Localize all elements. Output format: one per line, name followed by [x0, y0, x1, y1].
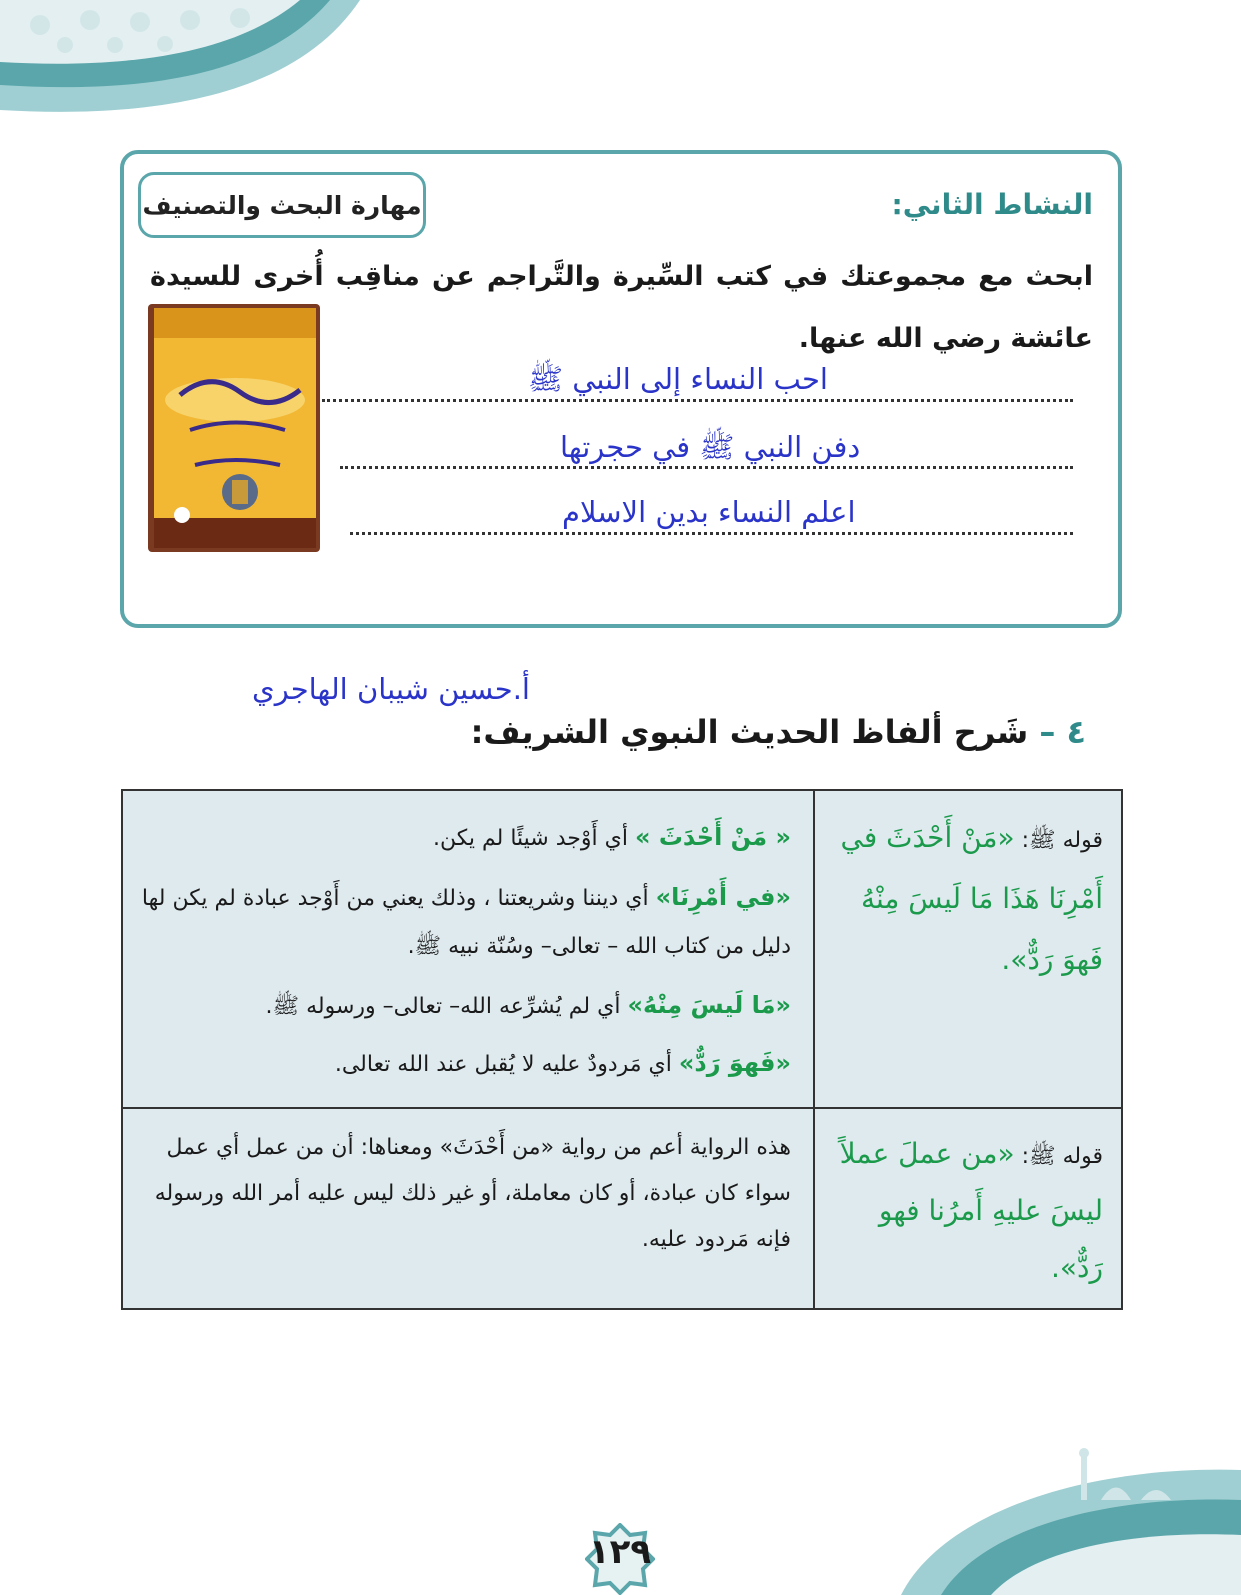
explanation-term: «فَهوَ رَدٌّ» — [678, 1049, 791, 1077]
section-heading — [471, 713, 1086, 751]
answer-2: دفن النبي ﷺ في حجرتها — [560, 430, 861, 464]
explanation-text: هذه الرواية أعم من رواية «من أَحْدَثَ» ومعناها: أن من عمل أي عمل سواء كان عبادة، أو كان معاملة، أو غير ذلك ليس عليه أمر الله ورسوله فإنه مَردود عليه. — [154, 1135, 791, 1252]
explanation-text: أي لم يُشرِّعه الله– تعالى– ورسوله ﷺ. — [265, 994, 621, 1019]
answer-3: اعلم النساء بدين الاسلام — [562, 495, 856, 529]
skill-badge: مهارة البحث والتصنيف — [138, 172, 426, 238]
table-row — [122, 790, 1122, 1108]
hadith-cell — [814, 790, 1122, 1108]
activity-title: النشاط الثاني: — [891, 188, 1093, 221]
explanation-term: «في أَمْرِنَا» — [655, 883, 791, 911]
explanation-text: أي أَوْجد شيئًا لم يكن. — [432, 826, 628, 851]
explanation-entry — [141, 1035, 791, 1093]
author-name: أ.حسين شيبان الهاجري — [252, 672, 530, 706]
explanation-text: أي مَردودٌ عليه لا يُقبل عند الله تعالى. — [334, 1052, 672, 1077]
book-cover-image — [140, 300, 326, 558]
hadith-intro: قوله ﷺ: — [1021, 828, 1103, 853]
explanation-text: أي ديننا وشريعتنا ، وذلك يعني من أَوْجد عبادة لم يكن لها دليل من كتاب الله – تعالى– وسُنّة نبيه ﷺ. — [141, 886, 791, 959]
hadith-table — [121, 789, 1123, 1310]
page-number: ١٢٩ — [588, 1532, 652, 1572]
explanation-term: «مَا لَيسَ مِنْهُ» — [627, 991, 791, 1019]
explanation-term: « مَنْ أَحْدَثَ » — [634, 823, 791, 851]
answer-1: احب النساء إلى النبي ﷺ — [528, 362, 828, 396]
bottom-right-ornament — [901, 1445, 1241, 1595]
table-row — [122, 1108, 1122, 1309]
hadith-intro: قوله ﷺ: — [1021, 1144, 1103, 1169]
explanation-cell — [122, 790, 814, 1108]
hadith-text: «من عملَ عملاً ليسَ عليهِ أَمرُنا فهو رَدٌّ». — [839, 1137, 1103, 1284]
section-heading-text: شَرح ألفاظ الحديث النبوي الشريف: — [470, 713, 1029, 751]
activity-instruction: ابحث مع مجموعتك في كتب السِّيرة والتَّراجم عن مناقِب أُخرى للسيدة عائشة رضي الله عنها. — [150, 261, 1093, 354]
explanation-cell — [122, 1108, 814, 1309]
hadith-text: «مَنْ أَحْدَثَ في أَمْرِنَا هَذَا مَا لَيسَ مِنْهُ فَهوَ رَدٌّ». — [840, 821, 1103, 976]
explanation-entry — [141, 977, 791, 1035]
section-number: ٤ – — [1039, 713, 1086, 751]
answer-line-3 — [350, 530, 1073, 535]
explanation-entry — [141, 809, 791, 867]
hadith-cell — [814, 1108, 1122, 1309]
top-left-ornament — [0, 0, 360, 130]
explanation-entry — [141, 873, 791, 971]
